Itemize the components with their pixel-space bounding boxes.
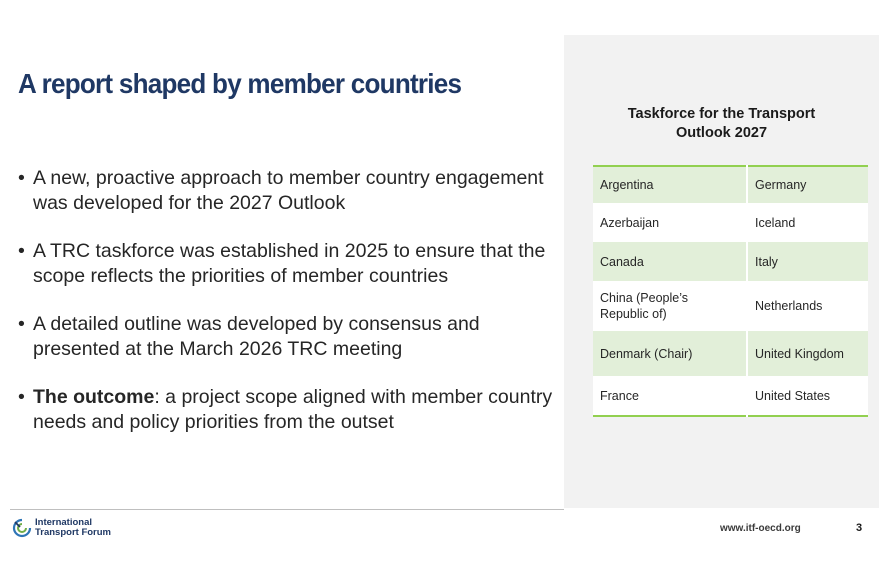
table-row [593,203,868,242]
bullet-item [18,385,558,435]
country-cell: Iceland [747,203,868,242]
bullet-text: : a project scope aligned with member country needs and policy priorities from the outset [33,386,553,433]
footer-divider [10,509,564,510]
country-cell: Azerbaijan [593,203,747,242]
bullet-text: A TRC taskforce was established in 2025 to ensure that the scope reflects the priorities of member countries [33,240,546,287]
country-cell: Canada [593,242,747,281]
table-row [593,242,868,281]
itf-logo-icon [12,518,32,538]
country-cell: Argentina [593,166,747,203]
footer-url[interactable]: www.itf-oecd.org [720,523,801,534]
country-cell: Netherlands [747,281,868,331]
bullet-text: A new, proactive approach to member country engagement was developed for the 2027 Outlook [33,167,544,214]
bullet-list [18,166,558,458]
logo-wordmark [35,518,111,538]
bullet-text: A detailed outline was developed by consensus and presented at the March 2026 TRC meeting [33,313,480,360]
table-row [593,281,868,331]
country-cell: China (People’s Republic of) [593,281,747,331]
taskforce-title-line1: Taskforce for the Transport [627,106,816,122]
taskforce-title [564,105,879,143]
table-row [593,376,868,416]
country-cell: United States [747,376,868,416]
logo-line1: International [35,517,93,528]
logo-line2: Transport Forum [35,527,112,538]
bullet-item [18,166,558,216]
country-cell: Germany [747,166,868,203]
bullet-item [18,239,558,289]
table-row [593,166,868,203]
itf-logo [12,518,111,538]
country-cell: United Kingdom [747,331,868,376]
bullet-bold-lead: The outcome [33,386,155,408]
country-cell: France [593,376,747,416]
country-cell: Italy [747,242,868,281]
bullet-item [18,312,558,362]
country-cell: Denmark (Chair) [593,331,747,376]
taskforce-title-line2: Outlook 2027 [675,125,768,141]
table-row [593,331,868,376]
slide-title: A report shaped by member countries [18,68,462,99]
page-number: 3 [856,522,863,534]
taskforce-table [593,165,868,417]
